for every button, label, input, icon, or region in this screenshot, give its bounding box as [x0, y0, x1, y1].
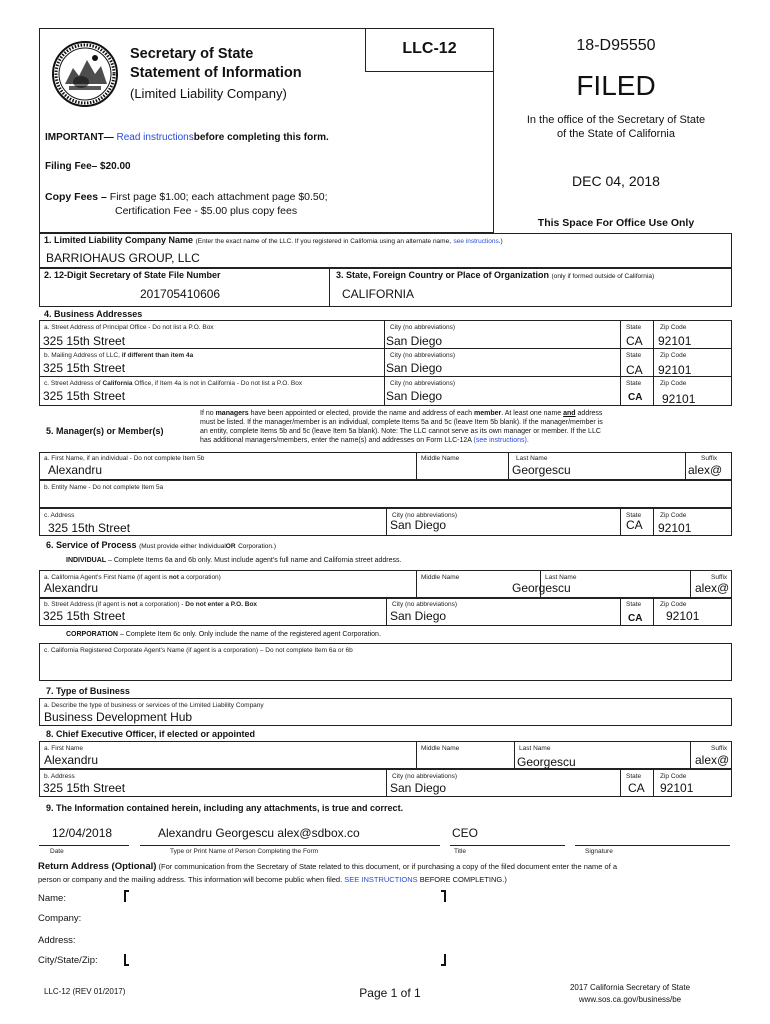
- state-label: State: [626, 773, 642, 780]
- signature-label: Signature: [585, 848, 613, 855]
- section-8a-box: [39, 741, 732, 769]
- bracket-bottom-right: [441, 954, 446, 966]
- copy-fees-line1: First page $1.00; each attachment page $0.50;: [109, 191, 328, 203]
- manager-suffix-field[interactable]: alex@: [688, 463, 723, 477]
- filed-date: DEC 04, 2018: [572, 173, 660, 189]
- section-5-instructions: If no managers have been appointed or elected, provide the name and address of each member. At least one name and address must be listed. If the manager/member is an individual, complete Items 5a and 5c (leave Item 5b blank). If the manager/member is an entity, complete Items 5b and 5c (leave Item 5a blank). Note: The LLC cannot serve as its own manager or member. If the LLC has additional managers/members, enter the name(s) and addresses on Form LLC-12A (see instructions).: [200, 410, 603, 444]
- zip-label: Zip Code: [660, 512, 687, 519]
- important-rest: before completing this form.: [193, 132, 329, 143]
- office-line1: In the office of the Secretary of State: [526, 114, 706, 126]
- suffix-label: Suffix: [701, 455, 718, 462]
- divider: [620, 508, 621, 536]
- manager-zip-field[interactable]: 92101: [658, 521, 692, 535]
- file-number-field[interactable]: 201705410606: [140, 287, 221, 301]
- city-label: City (no abbreviations): [392, 601, 458, 608]
- section-3-label: 3. State, Foreign Country or Place of Organization (only if formed outside of California): [336, 270, 655, 280]
- last-name-label: Last Name: [519, 745, 551, 752]
- zip-label: Zip Code: [660, 773, 687, 780]
- ceo-last-name-field[interactable]: Georgescu: [517, 755, 576, 769]
- address-4a-label: a. Street Address of Principal Office - Do not list a P.O. Box: [44, 324, 214, 331]
- city-label: City (no abbreviations): [392, 512, 458, 519]
- copy-fees-label: Copy Fees –: [45, 191, 107, 203]
- middle-name-label: Middle Name: [421, 455, 460, 462]
- page-number: Page 1 of 1: [359, 986, 421, 1000]
- signer-name-label: Type or Print Name of Person Completing the Form: [170, 848, 319, 855]
- agent-zip-field[interactable]: 92101: [666, 609, 700, 623]
- zip-label: Zip Code: [660, 352, 687, 359]
- individual-instructions: INDIVIDUAL – Complete Items 6a and 6b only. Must include agent's full name and California street address.: [66, 557, 402, 564]
- form-revision: LLC-12 (REV 01/2017): [44, 987, 126, 996]
- divider: [329, 268, 330, 307]
- divider: [416, 570, 417, 598]
- read-instructions-link[interactable]: Read instructions: [116, 132, 194, 143]
- divider: [690, 741, 691, 769]
- divider: [140, 845, 440, 846]
- copy-fees: [45, 191, 328, 203]
- section-7-label: 7. Type of Business: [46, 686, 130, 696]
- suffix-label: Suffix: [711, 745, 728, 752]
- state-label: State: [626, 324, 642, 331]
- address-label: b. Address: [44, 773, 75, 780]
- principal-street-field[interactable]: 325 15th Street: [43, 334, 126, 348]
- corporation-instructions: CORPORATION – Complete Item 6c only. Only include the name of the registered agent Corporation.: [66, 631, 381, 638]
- divider: [620, 598, 621, 626]
- file-number: 18-D95550: [576, 37, 656, 54]
- city-label: City (no abbreviations): [392, 773, 458, 780]
- entity-name-label: b. Entity Name - Do not complete Item 5a: [44, 484, 164, 491]
- signer-name-field[interactable]: Alexandru Georgescu alex@sdbox.co: [158, 826, 360, 840]
- filed-stamp: FILED: [576, 70, 656, 101]
- principal-state-field[interactable]: CA: [626, 334, 643, 348]
- divider: [575, 845, 730, 846]
- agent-city-field[interactable]: San Diego: [390, 609, 447, 623]
- manager-last-name-field[interactable]: Georgescu: [512, 463, 571, 477]
- bracket-top-right: [441, 890, 446, 902]
- divider: [620, 769, 621, 797]
- office-line2: of the State of California: [556, 128, 675, 140]
- city-label: City (no abbreviations): [390, 352, 456, 359]
- ca-office-street-field[interactable]: 325 15th Street: [43, 389, 126, 403]
- divider: [450, 845, 565, 846]
- state-seal-icon: [51, 36, 119, 112]
- agent-first-name-field[interactable]: Alexandru: [44, 581, 99, 595]
- important-notice: [45, 132, 329, 143]
- signer-title-field[interactable]: CEO: [452, 826, 479, 840]
- ceo-suffix-field[interactable]: alex@: [695, 753, 730, 767]
- divider: [416, 452, 417, 480]
- ceo-state-field[interactable]: CA: [628, 781, 645, 795]
- agent-last-name-field[interactable]: Georgescu: [512, 581, 571, 595]
- sos-url: www.sos.ca.gov/business/be: [578, 995, 682, 1004]
- mailing-state-field[interactable]: CA: [626, 363, 643, 377]
- city-label: City (no abbreviations): [390, 324, 456, 331]
- divider: [653, 598, 654, 626]
- business-type-label: a. Describe the type of business or services of the Limited Liability Company: [44, 702, 264, 709]
- city-label: City (no abbreviations): [390, 380, 456, 387]
- ceo-city-field[interactable]: San Diego: [390, 781, 447, 795]
- divider: [386, 598, 387, 626]
- section-4-label: 4. Business Addresses: [44, 309, 143, 319]
- section-6-label: 6. Service of Process (Must provide either IndividualOR Corporation.): [46, 540, 276, 550]
- llc-name-field[interactable]: BARRIOHAUS GROUP, LLC: [46, 251, 200, 265]
- section-5-label: 5. Manager(s) or Member(s): [46, 426, 164, 436]
- copy-fees-line2: Certification Fee - $5.00 plus copy fees: [115, 205, 298, 217]
- divider: [416, 741, 417, 769]
- date-label: Date: [50, 848, 64, 855]
- corporate-agent-label: c. California Registered Corporate Agent's Name (if agent is a corporation) – Do not complete Item 6a or 6b: [44, 647, 353, 654]
- see-instructions-link[interactable]: see instructions: [453, 238, 499, 245]
- see-instructions-link[interactable]: SEE INSTRUCTIONS: [344, 875, 418, 884]
- state-label: State: [626, 352, 642, 359]
- divider: [39, 845, 129, 846]
- divider: [514, 741, 515, 769]
- divider: [508, 452, 509, 480]
- zip-label: Zip Code: [660, 601, 687, 608]
- section-8-label: 8. Chief Executive Officer, if elected or appointed: [46, 729, 256, 739]
- divider: [384, 320, 385, 406]
- address-4b-label: b. Mailing Address of LLC, if different than item 4a: [44, 352, 194, 359]
- divider: [685, 452, 686, 480]
- agent-suffix-field[interactable]: alex@: [695, 581, 730, 595]
- state-label: State: [626, 380, 642, 387]
- ca-office-city-field[interactable]: San Diego: [386, 389, 443, 403]
- divider: [653, 769, 654, 797]
- suffix-label: Suffix: [711, 574, 728, 581]
- copyright: 2017 California Secretary of State: [569, 983, 691, 992]
- mailing-city-field[interactable]: San Diego: [386, 361, 443, 375]
- first-name-label: a. First Name, if an individual - Do not complete Item 5b: [44, 455, 205, 462]
- zip-label: Zip Code: [660, 380, 687, 387]
- divider: [653, 320, 654, 406]
- last-name-label: Last Name: [545, 574, 577, 581]
- ca-office-zip-field[interactable]: 92101: [662, 392, 696, 406]
- section-9-label: 9. The Information contained herein, including any attachments, is true and correct.: [46, 803, 404, 813]
- state-of-organization-field[interactable]: CALIFORNIA: [342, 287, 415, 301]
- divider: [620, 320, 621, 406]
- business-type-field[interactable]: Business Development Hub: [44, 710, 193, 724]
- section-1-label: 1. Limited Liability Company Name (Enter the exact name of the LLC. If you registered in California using an alternate name, see instructions.): [44, 235, 503, 245]
- return-company-label: Company:: [38, 913, 82, 924]
- page-title-line2: Statement of Information: [130, 65, 302, 81]
- address-label: c. Address: [44, 512, 75, 519]
- state-label: State: [626, 512, 642, 519]
- middle-name-label: Middle Name: [421, 574, 460, 581]
- return-city-label: City/State/Zip:: [38, 955, 98, 966]
- manager-state-field[interactable]: CA: [626, 518, 643, 532]
- form-id: LLC-12: [402, 40, 457, 57]
- agent-street-label: b. Street Address (if agent is not a corporation) - Do not enter a P.O. Box: [44, 601, 258, 608]
- ceo-zip-field[interactable]: 92101: [660, 781, 694, 795]
- principal-zip-field[interactable]: 92101: [658, 334, 692, 348]
- divider: [653, 508, 654, 536]
- zip-label: Zip Code: [660, 324, 687, 331]
- agent-first-name-label: a. California Agent's First Name (if agent is not a corporation): [44, 574, 221, 581]
- mailing-zip-field[interactable]: 92101: [658, 363, 692, 377]
- ca-office-state-field[interactable]: CA: [628, 392, 643, 403]
- state-label: State: [626, 601, 642, 608]
- bracket-bottom-left: [124, 954, 129, 966]
- return-name-label: Name:: [38, 893, 66, 904]
- bracket-top-left: [124, 890, 129, 902]
- return-address-instructions: Return Address (Optional) (For communication from the Secretary of State related to this document, or if purchasing a copy of the filed document enter the name of a person or company and the mailing address. This information will become public when filed. SEE INSTRUCTIONS BEFORE COMPLETING.): [38, 861, 618, 884]
- see-instructions-link[interactable]: (see instructions): [473, 437, 527, 444]
- divider: [386, 769, 387, 797]
- office-use-label: This Space For Office Use Only: [537, 217, 695, 229]
- last-name-label: Last Name: [516, 455, 548, 462]
- agent-state-field[interactable]: CA: [628, 613, 643, 624]
- agent-street-field[interactable]: 325 15th Street: [43, 609, 126, 623]
- return-address-field[interactable]: [124, 890, 446, 966]
- signing-date-field[interactable]: 12/04/2018: [52, 826, 113, 840]
- section-2-label: 2. 12-Digit Secretary of State File Number: [44, 270, 221, 280]
- divider: [39, 348, 732, 349]
- manager-first-name-field[interactable]: Alexandru: [48, 463, 103, 477]
- address-4c-label: c. Street Address of California Office, if Item 4a is not in California - Do not list a P.O. Box: [44, 380, 303, 387]
- page-title: Secretary of State: [130, 46, 254, 62]
- principal-city-field[interactable]: San Diego: [386, 334, 443, 348]
- page-subtitle: (Limited Liability Company): [130, 86, 287, 101]
- first-name-label: a. First Name: [44, 745, 84, 752]
- manager-street-field[interactable]: 325 15th Street: [48, 521, 131, 535]
- ceo-first-name-field[interactable]: Alexandru: [44, 753, 99, 767]
- mailing-street-field[interactable]: 325 15th Street: [43, 361, 126, 375]
- return-address-label: Address:: [38, 935, 76, 946]
- title-label: Title: [454, 848, 467, 855]
- divider: [386, 508, 387, 536]
- manager-city-field[interactable]: San Diego: [390, 518, 447, 532]
- middle-name-label: Middle Name: [421, 745, 460, 752]
- divider: [690, 570, 691, 598]
- important-label: IMPORTANT—: [45, 132, 114, 143]
- filing-fee: Filing Fee– $20.00: [45, 161, 131, 172]
- ceo-street-field[interactable]: 325 15th Street: [43, 781, 126, 795]
